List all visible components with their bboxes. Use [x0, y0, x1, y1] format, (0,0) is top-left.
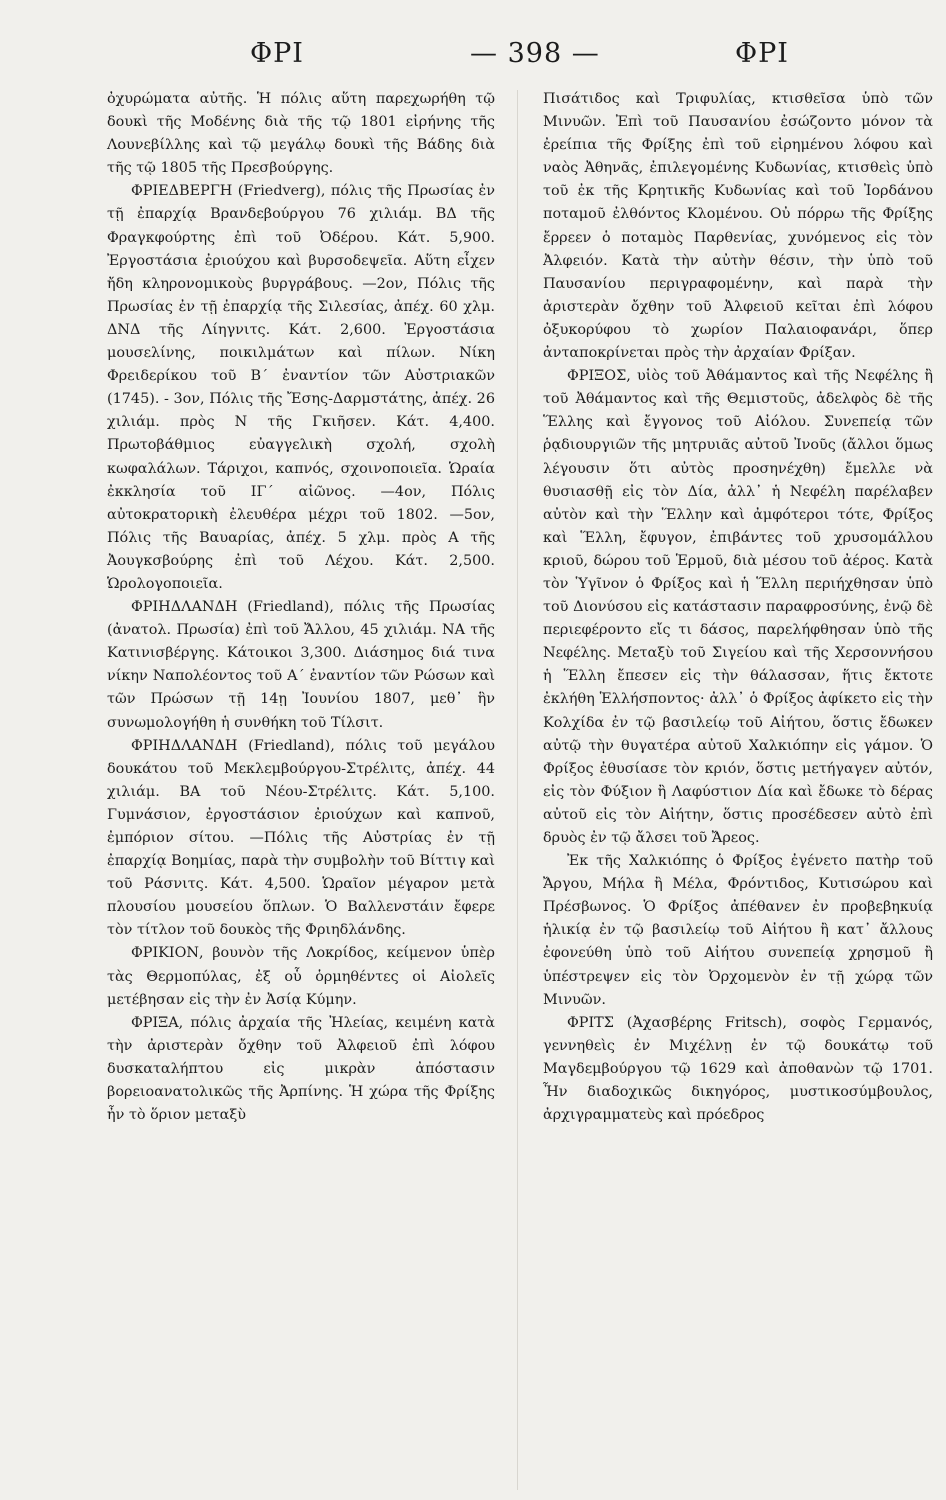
- column-gutter: [517, 90, 518, 1490]
- header-left-word: ΦΡΙ: [250, 38, 304, 69]
- entry-frikion: ΦΡΙΚΙΟΝ, βουνὸν τῆς Λοκρίδος, κείμενον ὑπὲρ τὰς Θερμοπύλας, ἐξ οὗ ὁρμηθέντες οἱ Αἰολεῖς μετέβησαν εἰς τὴν ἐν Ἀσίᾳ Κύμην.: [107, 945, 495, 1008]
- entry-friedland-prussia: ΦΡΙΗΔΛΑΝΔΗ (Friedland), πόλις τῆς Πρωσίας (ἀνατολ. Πρωσία) ἐπὶ τοῦ Ἄλλου, 45 χιλιάμ. ΝΑ τῆς Κατινισβέργης. Κάτοικοι 3,300. Διάσημος διά τινα νίκην Ναπολέοντος τοῦ Α΄ ἐναντίον τῶν Ρώσων καὶ τῶν Πρώσων τῇ 14ῃ Ἰουνίου 1807, μεθ᾽ ἣν συνωμολογήθη ἡ συνθήκη τοῦ Τίλσιτ.: [107, 599, 495, 731]
- entry-fritsch: ΦΡΙΤΣ (Ἀχασβέρης Fritsch), σοφὸς Γερμανός, γεννηθεὶς ἐν Μιχέλνῃ ἐν τῷ δουκάτῳ τοῦ Μαγδεμβούργου τῷ 1629 καὶ ἀποθανὼν τῷ 1701. Ἦν διαδοχικῶς δικηγόρος, μυστικοσύμβουλος, ἀρχιγραμματεὺς καὶ πρόεδρος: [543, 1014, 933, 1124]
- entry-continuation: ὀχυρώματα αὐτῆς. Ἡ πόλις αὕτη παρεχωρήθη τῷ δουκὶ τῆς Μοδένης διὰ τῆς τῷ 1801 εἰρήνης τῆς Λουνεβίλλης καὶ τῷ μεγάλῳ δουκὶ τῆς Βάδης διὰ τῆς τῷ 1805 τῆς Πρεσβούργης.: [107, 91, 495, 177]
- running-header: [0, 38, 946, 78]
- page-number: — 398 —: [470, 38, 600, 69]
- entry-frixa: ΦΡΙΞΑ, πόλις ἀρχαία τῆς Ἠλείας, κειμένη κατὰ τὴν ἀριστερὰν ὄχθην τοῦ Ἀλφειοῦ ἐπὶ λόφου δυσκαταλήπτου εἰς μικρὰν ἀπόστασιν βορειοανατολικῶς τῆς Ἀρπίνης. Ἡ χώρα τῆς Φρίξης ἦν τὸ ὅριον μεταξὺ: [107, 1014, 495, 1124]
- entry-frixos-offspring: Ἐκ τῆς Χαλκιόπης ὁ Φρίξος ἐγένετο πατὴρ τοῦ Ἄργου, Μήλα ἢ Μέλα, Φρόντιδος, Κυτισώρου καὶ Πρέσβωνος. Ὁ Φρίξος ἀπέθανεν ἐν προβεβηκυίᾳ ἡλικίᾳ ἐν τῷ βασιλείῳ τοῦ Αἰήτου ἢ κατ᾽ ἄλλους ἐφονεύθη ὑπὸ τοῦ Αἰήτου συνεπείᾳ χρησμοῦ ἢ ὑπέστρεψεν εἰς τὸν Ὀρχομενὸν ἐν τῇ χώρᾳ τῶν Μινυῶν.: [543, 853, 933, 1008]
- right-column: [543, 88, 933, 1127]
- left-column: [107, 88, 495, 1127]
- entry-friedberg: ΦΡΙΕΔΒΕΡΓΗ (Friedverg), πόλις τῆς Πρωσίας ἐν τῇ ἐπαρχίᾳ Βρανδεβούργου 76 χιλιάμ. ΒΔ τῆς Φραγκφούρτης ἐπὶ τοῦ Ὀδέρου. Κάτ. 5,900. Ἐργοστάσια ἐριούχου καὶ βυρσοδεψεῖα. Αὕτη εἶχεν ἤδη κληρονομικοὺς βυργράβους. —2ον, Πόλις τῆς Πρωσίας ἐν τῇ ἐπαρχίᾳ τῆς Σιλεσίας, ἀπέχ. 60 χλμ. ΔΝΔ τῆς Λίηγνιτς. Κάτ. 2,600. Ἐργοστάσια μουσελίνης, ποικιλμάτων καὶ πίλων. Νίκη Φρειδερίκου τοῦ Β΄ ἐναντίον τῶν Αὐστριακῶν (1745). - 3ον, Πόλις τῆς Ἔσης-Δαρμστάτης, ἀπέχ. 26 χιλιάμ. πρὸς Ν τῆς Γκιῆσεν. Κάτ. 4,400. Πρωτοβάθμιος εὐαγγελικὴ σχολή, σχολὴ κωφαλάλων. Τάριχοι, καπνός, σχοινοποιεῖα. Ὡραία ἐκκλησία τοῦ ΙΓ΄ αἰῶνος. —4ον, Πόλις αὐτοκρατορικὴ ἐλευθέρα μέχρι τοῦ 1802. —5ον, Πόλις τῆς Βαυαρίας, ἀπέχ. 5 χλμ. πρὸς Α τῆς Ἀουγκσβούρης ἐπὶ τοῦ Λέχου. Κάτ. 2,500. Ὡρολογοποιεῖα.: [107, 183, 495, 592]
- entry-frixos: ΦΡΙΞΟΣ, υἱὸς τοῦ Ἀθάμαντος καὶ τῆς Νεφέλης ἢ τοῦ Ἀθάμαντος καὶ τῆς Θεμιστοῦς, ἀδελφὸς δὲ τῆς Ἕλλης καὶ ἔγγονος τοῦ Αἰόλου. Συνεπείᾳ τῶν ῥᾳδιουργιῶν τῆς μητρυιᾶς αὐτοῦ Ἰνοῦς (ἄλλοι ὅμως λέγουσιν ὅτι αὐτὸς προσηνέχθη) ἔμελλε νὰ θυσιασθῇ εἰς τὸν Δία, ἀλλ᾽ ἡ Νεφέλη παρέλαβεν αὐτὸν καὶ τὴν Ἕλλην καὶ ἀμφότεροι τότε, Φρίξος καὶ Ἕλλη, ἔφυγον, ἐπιβάντες τοῦ χρυσομάλλου κριοῦ, δώρου τοῦ Ἑρμοῦ, διὰ μέσου τοῦ ἀέρος. Κατὰ τὸν Ὑγῖνον ὁ Φρίξος καὶ ἡ Ἕλλη περιήχθησαν ὑπὸ τοῦ Διονύσου εἰς κατάστασιν παραφροσύνης, ἐνῷ δὲ περιεφέροντο εἴς τι δάσος, παρελήφθησαν ὑπὸ τῆς Νεφέλης. Μεταξὺ τοῦ Σιγείου καὶ τῆς Χερσοννήσου ἡ Ἕλλη ἔπεσεν εἰς τὴν θάλασσαν, ἥτις ἔκτοτε ἐκλήθη Ἑλλήσποντος· ἀλλ᾽ ὁ Φρίξος ἀφίκετο εἰς τὴν Κολχίδα ἐν τῷ βασιλείῳ τοῦ Αἰήτου, ὅστις ἔδωκεν αὐτῷ τὴν θυγατέρα αὐτοῦ Χαλκιόπην εἰς γάμον. Ὁ Φρίξος ἐθυσίασε τὸν κριόν, ὅστις μετήγαγεν αὐτόν, εἰς τὸν Φύξιον ἢ Λαφύστιον Δία καὶ ἔδωκε τὸ δέρας αὐτοῦ εἰς τὸν Αἰήτην, ὅστις προσέδεσεν αὐτὸ ἐπὶ δρυὸς ἐν τῷ ἄλσει τοῦ Ἄρεος.: [543, 368, 933, 846]
- entry-frixa-continued: Πισάτιδος καὶ Τριφυλίας, κτισθεῖσα ὑπὸ τῶν Μινυῶν. Ἐπὶ τοῦ Παυσανίου ἐσώζοντο μόνον τὰ ἐρείπια τῆς Φρίξης ἐπὶ τοῦ εἰρημένου λόφου καὶ ναὸς Ἀθηνᾶς, ἐπιλεγομένης Κυδωνίας, κτισθεὶς ὑπὸ τοῦ ἐκ τῆς Κρητικῆς Κυδωνίας καὶ τοῦ Ἰορδάνου ποταμοῦ ἐλθόντος Κλομένου. Οὐ πόρρω τῆς Φρίξης ἔρρεεν ὁ ποταμὸς Παρθενίας, χυνόμενος εἰς τὸν Ἀλφειόν. Κατὰ τὴν αὐτὴν θέσιν, τὴν ὑπὸ τοῦ Παυσανίου περιγραφομένην, καὶ παρὰ τὴν ἀριστερὰν ὄχθην τοῦ Ἀλφειοῦ κεῖται ἐπὶ λόφου ὀξυκορύφου τὸ χωρίον Παλαιοφανάρι, ὅπερ ἀνταποκρίνεται πρὸς τὴν ἀρχαίαν Φρίξαν.: [543, 91, 933, 362]
- header-right-word: ΦΡΙ: [735, 38, 789, 69]
- entry-friedland-mecklenburg: ΦΡΙΗΔΛΑΝΔΗ (Friedland), πόλις τοῦ μεγάλου δουκάτου τοῦ Μεκλεμβούργου-Στρέλιτς, ἀπέχ. 44 χιλιάμ. ΒΑ τοῦ Νέου-Στρέλιτς. Κάτ. 5,100. Γυμνάσιον, ἐργοστάσιον ἐριούχων καὶ καπνοῦ, ἐμπόριον σίτου. —Πόλις τῆς Αὐστρίας ἐν τῇ ἐπαρχίᾳ Βοημίας, παρὰ τὴν συμβολὴν τοῦ Βίττιγ καὶ τοῦ Ράσνιτς. Κάτ. 4,500. Ὡραῖον μέγαρον μετὰ πλουσίου μουσείου ὅπλων. Ὁ Βαλλενστάιν ἔφερε τὸν τίτλον τοῦ δουκὸς τῆς Φριηδλάνδης.: [107, 737, 495, 939]
